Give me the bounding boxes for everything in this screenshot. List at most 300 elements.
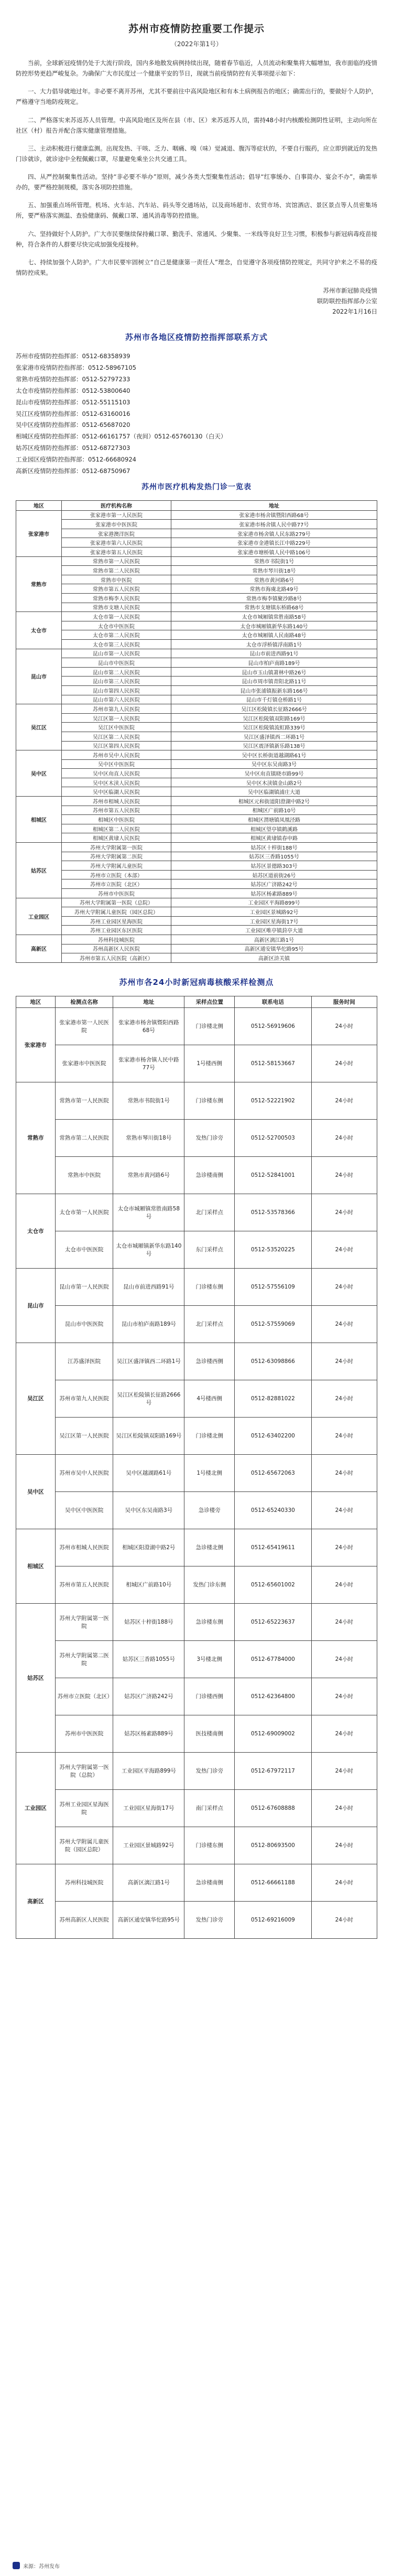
district-cell: 昆山市	[16, 1268, 56, 1343]
table-row	[16, 529, 377, 538]
table-row	[16, 759, 377, 769]
notice-body	[16, 58, 377, 278]
table-row	[16, 741, 377, 750]
service-hours-cell: 24小时	[311, 1194, 377, 1231]
site-address-cell: 相城区广前路10号	[113, 1566, 184, 1603]
table-row	[16, 907, 377, 917]
institution-name-cell: 昆山市第四人民医院	[62, 685, 171, 695]
table-row	[16, 1715, 377, 1752]
service-hours-cell: 24小时	[311, 1045, 377, 1082]
site-address-cell: 高新区漓江路1号	[113, 1864, 184, 1901]
table-row	[16, 1082, 377, 1119]
site-name-cell: 昆山市第一人民医院	[55, 1268, 113, 1305]
service-hours-cell: 24小时	[311, 1231, 377, 1268]
service-hours-cell: 24小时	[311, 1454, 377, 1491]
phone-cell: 0512-65672063	[235, 1454, 311, 1491]
institution-address-cell: 昆山市柏庐南路189号	[171, 658, 377, 668]
table-row	[16, 1491, 377, 1529]
table-row	[16, 824, 377, 833]
sign-line: 苏州市新冠肺炎疫情	[323, 287, 377, 294]
table-row	[16, 556, 377, 566]
table-row	[16, 1789, 377, 1827]
service-hours-cell: 24小时	[311, 1529, 377, 1566]
institution-address-cell: 常熟市支塘镇东桥路68号	[171, 603, 377, 612]
phone-cell: 0512-63098866	[235, 1343, 311, 1380]
site-name-cell: 苏州市第五人民医院	[55, 1566, 113, 1603]
table-row	[16, 566, 377, 575]
institution-name-cell: 张家港市第五人民医院	[62, 548, 171, 557]
institution-address-cell: 吴中区临湖镇浦庄大道	[171, 787, 377, 797]
site-address-cell: 太仓市城厢镇常胜南路58号	[113, 1194, 184, 1231]
institution-address-cell: 太仓市城厢镇新华东路140号	[171, 621, 377, 630]
sampling-location-cell: 门诊楼东侧	[184, 1268, 235, 1305]
table-row	[16, 1603, 377, 1640]
notice-paragraph: 当前，全球新冠疫情仍处于大流行阶段，国内多地散发病例持续出现，随着春节临近，人员流动和聚集将大幅增加，我市面临的疫情防控形势更趋严峻复杂。为确保广大市民度过一个健康平安的节日，现就当前疫情防控有关事项提示如下：	[16, 59, 377, 78]
institution-name-cell: 苏州市第九人民医院	[62, 704, 171, 714]
sign-line: 联防联控指挥部办公室	[317, 297, 377, 305]
institution-address-cell: 太仓市城厢镇常胜南路58号	[171, 612, 377, 621]
phone-cell: 0512-53578366	[235, 1194, 311, 1231]
service-hours-cell: 24小时	[311, 1007, 377, 1045]
sampling-location-cell: 门诊楼东侧	[184, 1827, 235, 1864]
column-header: 地址	[113, 996, 184, 1007]
table-row	[16, 1566, 377, 1603]
service-hours-cell: 24小时	[311, 1715, 377, 1752]
table-row	[16, 1454, 377, 1491]
contact-item: 太仓市疫情防控指挥部：0512-53800640	[16, 387, 130, 394]
institution-name-cell: 苏州工业园区东区医院	[62, 926, 171, 935]
phone-cell: 0512-62364800	[235, 1678, 311, 1715]
site-name-cell: 太仓市第一人民医院	[55, 1194, 113, 1231]
site-address-cell: 吴江区松陵镇长征路2666号	[113, 1380, 184, 1417]
site-name-cell: 常熟市第二人民医院	[55, 1119, 113, 1156]
column-header: 联系电话	[235, 996, 311, 1007]
table-row	[16, 1529, 377, 1566]
sampling-location-cell: 急诊楼西侧	[184, 1343, 235, 1380]
institution-name-cell: 苏州市吴中人民医院	[62, 750, 171, 760]
source-logo-icon	[13, 2562, 20, 2569]
institution-name-cell: 张家港市第一人民医院	[62, 510, 171, 520]
table-row	[16, 852, 377, 861]
institution-name-cell: 太仓市第二人民医院	[62, 630, 171, 640]
table-row	[16, 713, 377, 723]
sampling-location-cell: 1号楼北侧	[184, 1454, 235, 1491]
institution-name-cell: 苏州大学附属第一医院（总院）	[62, 898, 171, 907]
institutions-title: 苏州市医疗机构发热门诊一览表	[141, 482, 252, 491]
table-row	[16, 1194, 377, 1231]
institution-name-cell: 昆山市第六人民医院	[62, 695, 171, 704]
table-row	[16, 1156, 377, 1194]
institution-address-cell: 姑苏区三香路1055号	[171, 852, 377, 861]
site-name-cell: 苏州大学附属第一医院	[55, 1603, 113, 1640]
district-cell: 常熟市	[16, 556, 62, 612]
table-row	[16, 1268, 377, 1305]
service-hours-cell: 24小时	[311, 1566, 377, 1603]
institution-address-cell: 相城区广前路10号	[171, 806, 377, 815]
institution-address-cell: 吴中区甪直镇晓市路99号	[171, 769, 377, 778]
institution-name-cell: 吴中区临湖人民医院	[62, 787, 171, 797]
table-row	[16, 1901, 377, 1938]
table-row	[16, 797, 377, 806]
institution-address-cell: 相城区渭塘镇凤凰泾路	[171, 815, 377, 824]
sampling-location-cell: 急诊楼旁	[184, 1491, 235, 1529]
table-row	[16, 944, 377, 953]
phone-cell: 0512-82881022	[235, 1380, 311, 1417]
service-hours-cell: 24小时	[311, 1343, 377, 1380]
table-row	[16, 861, 377, 871]
district-cell: 太仓市	[16, 1194, 56, 1268]
table-row	[16, 658, 377, 668]
institution-name-cell: 常熟市支塘人民医院	[62, 603, 171, 612]
contacts-list	[16, 351, 377, 477]
sampling-location-cell: 医技楼南侧	[184, 1715, 235, 1752]
sampling-location-cell: 发热门诊旁	[184, 1752, 235, 1789]
institution-address-cell: 张家港市塘桥镇人民中路106号	[171, 548, 377, 557]
district-cell: 吴中区	[16, 1454, 56, 1529]
institution-address-cell: 工业园区景城路92号	[171, 907, 377, 917]
column-header: 地区	[16, 500, 62, 510]
table-row	[16, 787, 377, 797]
phone-cell: 0512-65601002	[235, 1566, 311, 1603]
sampling-location-cell: 南门采样点	[184, 1789, 235, 1827]
institution-name-cell: 昆山市中医医院	[62, 658, 171, 668]
service-hours-cell: 24小时	[311, 1082, 377, 1119]
table-row	[16, 677, 377, 686]
contact-item: 常熟市疫情防控指挥部：0512-52797233	[16, 375, 130, 383]
institution-address-cell: 吴江区震泽镇新乐路138号	[171, 741, 377, 750]
sampling-location-cell: 门诊楼东侧	[184, 1082, 235, 1119]
district-cell: 张家港市	[16, 510, 62, 556]
table-row	[16, 575, 377, 584]
site-address-cell: 工业园区平海路899号	[113, 1752, 184, 1789]
institution-name-cell: 张家港澳洋医院	[62, 529, 171, 538]
service-hours-cell: 24小时	[311, 1752, 377, 1789]
institution-name-cell: 苏州市第五人民医院（高新区）	[62, 953, 171, 963]
district-cell: 高新区	[16, 935, 62, 962]
table-row	[16, 723, 377, 732]
site-address-cell: 高新区通安镇华佗路95号	[113, 1901, 184, 1938]
table-row	[16, 916, 377, 926]
table-row	[16, 667, 377, 677]
testing-title: 苏州市各24小时新冠病毒核酸采样检测点	[119, 977, 274, 987]
institution-name-cell: 相城区黄埭人民医院	[62, 833, 171, 843]
institution-name-cell: 苏州大学附属儿童医院（园区总院）	[62, 907, 171, 917]
service-hours-cell: 24小时	[311, 1491, 377, 1529]
institution-address-cell: 吴江区松陵镇长征路2666号	[171, 704, 377, 714]
institution-address-cell: 昆山市玉山镇萧林中路26号	[171, 667, 377, 677]
table-row	[16, 1678, 377, 1715]
institution-name-cell: 吴江区第一人民医院	[62, 713, 171, 723]
site-name-cell: 吴中区中医医院	[55, 1491, 113, 1529]
site-name-cell: 江苏盛泽医院	[55, 1343, 113, 1380]
phone-cell: 0512-56919606	[235, 1007, 311, 1045]
institution-name-cell: 昆山市第二人民医院	[62, 667, 171, 677]
institution-address-cell: 张家港市杨舍镇暨阳西路68号	[171, 510, 377, 520]
institution-name-cell: 相城区第二人民医院	[62, 824, 171, 833]
institution-address-cell: 张家港市杨舍镇人民中路77号	[171, 520, 377, 529]
institution-address-cell: 姑苏区杨素路889号	[171, 889, 377, 898]
contact-item: 吴中区疫情防控指挥部：0512-65687020	[16, 421, 130, 429]
table-row	[16, 898, 377, 907]
institution-name-cell: 苏州大学附属儿童医院	[62, 861, 171, 871]
site-address-cell: 姑苏区广济路242号	[113, 1678, 184, 1715]
table-row	[16, 1119, 377, 1156]
table-row	[16, 889, 377, 898]
sampling-location-cell: 发热门诊旁	[184, 1901, 235, 1938]
site-name-cell: 苏州市立医院（北区）	[55, 1678, 113, 1715]
site-address-cell: 工业园区星海街17号	[113, 1789, 184, 1827]
phone-cell: 0512-67608888	[235, 1789, 311, 1827]
institution-name-cell: 苏州高新区人民医院	[62, 944, 171, 953]
notice-sign	[16, 285, 377, 317]
district-cell: 昆山市	[16, 649, 62, 704]
site-address-cell: 工业园区景城路92号	[113, 1827, 184, 1864]
institution-address-cell: 常熟市梅李镇聚沙路8号	[171, 594, 377, 603]
table-row	[16, 704, 377, 714]
institution-address-cell: 吴中区长桥街道越湖路61号	[171, 750, 377, 760]
sampling-location-cell: 急诊楼南侧	[184, 1864, 235, 1901]
site-address-cell: 吴中区越湖路61号	[113, 1454, 184, 1491]
table-row	[16, 833, 377, 843]
notice-paragraph: 二、严格落实来苏返苏人员管理。中高风险地区及所在县（市、区）来苏返苏人员，需持48小时内核酸检测阴性证明，主动向所在社区（村）报告并配合落实健康管理措施。	[16, 116, 377, 134]
district-cell: 高新区	[16, 1864, 56, 1938]
institution-name-cell: 苏州工业园区星海医院	[62, 916, 171, 926]
table-row	[16, 685, 377, 695]
service-hours-cell: 24小时	[311, 1380, 377, 1417]
institution-name-cell: 常熟市中医院	[62, 575, 171, 584]
service-hours-cell: 24小时	[311, 1603, 377, 1640]
phone-cell: 0512-63402200	[235, 1417, 311, 1454]
institution-name-cell: 常熟市第一人民医院	[62, 556, 171, 566]
contact-item: 相城区疫情防控指挥部：0512-66161757（夜间）0512-65760130（白天）	[16, 433, 227, 441]
district-cell: 相城区	[16, 1529, 56, 1603]
source-text: 来源：苏州发布	[23, 2563, 60, 2570]
institution-address-cell: 工业园区唯亭镇葑亭大道	[171, 926, 377, 935]
contact-item: 昆山市疫情防控指挥部：0512-55115103	[16, 398, 130, 406]
column-header: 地址	[171, 500, 377, 510]
site-name-cell: 苏州科技城医院	[55, 1864, 113, 1901]
institution-name-cell: 张家港市中医医院	[62, 520, 171, 529]
institution-name-cell: 苏州科技城医院	[62, 935, 171, 944]
sampling-location-cell: 发热门诊旁	[184, 1119, 235, 1156]
district-cell: 姑苏区	[16, 1603, 56, 1752]
table-row	[16, 621, 377, 630]
table-row	[16, 1380, 377, 1417]
institution-address-cell: 常熟市书院街1号	[171, 556, 377, 566]
institution-address-cell: 昆山市前进西路91号	[171, 649, 377, 658]
site-address-cell: 相城区阳澄湖中路2号	[113, 1529, 184, 1566]
phone-cell: 0512-69216009	[235, 1901, 311, 1938]
table-row	[16, 1752, 377, 1789]
phone-cell: 0512-67972117	[235, 1752, 311, 1789]
site-name-cell: 常熟市中医院	[55, 1156, 113, 1194]
document	[16, 0, 377, 1939]
service-hours-cell: 24小时	[311, 1678, 377, 1715]
notice-paragraph: 七、持续加强个人防护。广大市民要牢固树立“自己是健康第一责任人”理念，自觉遵守各项疫情防控规定，共同守护来之不易的疫情防控成果。	[16, 258, 377, 276]
site-name-cell: 苏州高新区人民医院	[55, 1901, 113, 1938]
institution-name-cell: 苏州市相城人民医院	[62, 797, 171, 806]
sampling-location-cell: 急诊楼南侧	[184, 1156, 235, 1194]
service-hours-cell: 24小时	[311, 1864, 377, 1901]
table-row	[16, 520, 377, 529]
contact-item: 高新区疫情防控指挥部：0512-68750967	[16, 467, 130, 475]
institution-name-cell: 吴江区中医医院	[62, 723, 171, 732]
district-cell: 工业园区	[16, 1752, 56, 1864]
institution-address-cell: 姑苏区十梓街188号	[171, 843, 377, 852]
institution-name-cell: 张家港市第六人民医院	[62, 538, 171, 548]
institution-name-cell: 吴中区木渎人民医院	[62, 778, 171, 787]
table-header-row	[16, 996, 377, 1007]
table-row	[16, 879, 377, 889]
phone-cell: 0512-58153667	[235, 1045, 311, 1082]
institution-name-cell: 苏州市立医院（本部）	[62, 870, 171, 879]
phone-cell: 0512-57556109	[235, 1268, 311, 1305]
table-row	[16, 1231, 377, 1268]
table-row	[16, 612, 377, 621]
institution-name-cell: 相城区中医医院	[62, 815, 171, 824]
contact-item: 姑苏区疫情防控指挥部：0512-68727303	[16, 444, 130, 452]
site-address-cell: 姑苏区三香路1055号	[113, 1640, 184, 1678]
service-hours-cell: 24小时	[311, 1901, 377, 1938]
institution-name-cell: 常熟市第二人民医院	[62, 566, 171, 575]
table-row	[16, 548, 377, 557]
institution-address-cell: 吴中区木渎镇金山路2号	[171, 778, 377, 787]
contact-item: 苏州市疫情防控指挥部：0512-68358939	[16, 352, 130, 360]
table-row	[16, 594, 377, 603]
site-name-cell: 苏州大学附属第一医院（总院）	[55, 1752, 113, 1789]
phone-cell: 0512-52221902	[235, 1082, 311, 1119]
site-name-cell: 苏州市第九人民医院	[55, 1380, 113, 1417]
site-address-cell: 昆山市柏庐南路189号	[113, 1305, 184, 1343]
institution-address-cell: 高新区漓江路1号	[171, 935, 377, 944]
district-cell: 吴江区	[16, 704, 62, 750]
institution-address-cell: 相城区元和街道阳澄湖中路2号	[171, 797, 377, 806]
institution-address-cell: 昆山市周市镇青阳北路11号	[171, 677, 377, 686]
sampling-location-cell: 4号楼西侧	[184, 1380, 235, 1417]
table-row	[16, 1827, 377, 1864]
institution-address-cell: 姑苏区广济路242号	[171, 879, 377, 889]
contact-item: 吴江区疫情防控指挥部：0512-63160016	[16, 410, 130, 417]
service-hours-cell: 24小时	[311, 1417, 377, 1454]
sign-line: 2022年1月16日	[332, 308, 377, 316]
district-cell: 常熟市	[16, 1082, 56, 1194]
district-cell: 姑苏区	[16, 843, 62, 898]
site-address-cell: 姑苏区杨素路889号	[113, 1715, 184, 1752]
table-row	[16, 750, 377, 760]
notice-subtitle: （2022年第1号）	[170, 40, 223, 48]
institution-address-cell: 相城区黄埭镇春申路	[171, 833, 377, 843]
site-address-cell: 吴中区东吴南路3号	[113, 1491, 184, 1529]
table-row	[16, 1417, 377, 1454]
site-address-cell: 常熟市琴川街18号	[113, 1119, 184, 1156]
site-name-cell: 太仓市中医医院	[55, 1231, 113, 1268]
site-name-cell: 昆山市中医医院	[55, 1305, 113, 1343]
institution-name-cell: 苏州大学附属第二医院	[62, 852, 171, 861]
phone-cell: 0512-57559069	[235, 1305, 311, 1343]
institution-address-cell: 吴江区松陵镇双阳路169号	[171, 713, 377, 723]
table-header-row	[16, 500, 377, 510]
table-row	[16, 769, 377, 778]
contacts-title: 苏州市各地区疫情防控指挥部联系方式	[125, 332, 268, 342]
table-row	[16, 630, 377, 640]
table-row	[16, 649, 377, 658]
site-name-cell: 苏州大学附属儿童医院（园区总院）	[55, 1827, 113, 1864]
institution-name-cell: 常熟市第五人民医院	[62, 584, 171, 594]
institution-address-cell: 吴江区盛泽镇西二环路1号	[171, 732, 377, 741]
institution-address-cell: 张家港市杨舍镇人民东路279号	[171, 529, 377, 538]
table-row	[16, 732, 377, 741]
table-row	[16, 584, 377, 594]
institution-address-cell: 吴江区松陵镇流虹路339号	[171, 723, 377, 732]
contact-item: 张家港市疫情防控指挥部：0512-58967105	[16, 364, 136, 372]
institution-address-cell: 吴中区东吴南路3号	[171, 759, 377, 769]
table-row	[16, 639, 377, 649]
institution-name-cell: 吴中区甪直人民医院	[62, 769, 171, 778]
district-cell: 吴江区	[16, 1343, 56, 1454]
institution-address-cell: 太仓市浮桥镇浮南路1号	[171, 639, 377, 649]
phone-cell: 0512-65223637	[235, 1603, 311, 1640]
institutions-table	[16, 500, 377, 963]
table-row	[16, 1640, 377, 1678]
table-row	[16, 870, 377, 879]
sampling-location-cell: 急诊楼东侧	[184, 1603, 235, 1640]
footer	[0, 2555, 393, 2576]
institution-address-cell: 高新区浒关镇	[171, 953, 377, 963]
site-name-cell: 常熟市第一人民医院	[55, 1082, 113, 1119]
sampling-location-cell: 1号楼西侧	[184, 1045, 235, 1082]
table-row	[16, 538, 377, 548]
site-name-cell: 苏州市相城人民医院	[55, 1529, 113, 1566]
sampling-location-cell: 3号楼北侧	[184, 1640, 235, 1678]
institution-name-cell: 苏州大学附属第一医院	[62, 843, 171, 852]
institution-address-cell: 相城区望亭镇鹤溪路	[171, 824, 377, 833]
institution-address-cell: 昆山市张浦镇振新东路166号	[171, 685, 377, 695]
column-header: 检测点名称	[55, 996, 113, 1007]
sampling-location-cell: 东门采样点	[184, 1231, 235, 1268]
column-header: 采样点位置	[184, 996, 235, 1007]
table-row	[16, 778, 377, 787]
table-row	[16, 1343, 377, 1380]
site-name-cell: 苏州市吴中人民医院	[55, 1454, 113, 1491]
institution-name-cell: 吴中区中医医院	[62, 759, 171, 769]
institution-address-cell: 太仓市城厢镇人民南路48号	[171, 630, 377, 640]
institution-name-cell: 昆山市第三人民医院	[62, 677, 171, 686]
table-row	[16, 815, 377, 824]
sampling-location-cell: 北门采样点	[184, 1194, 235, 1231]
site-address-cell: 常熟市黄河路6号	[113, 1156, 184, 1194]
site-address-cell: 姑苏区十梓街188号	[113, 1603, 184, 1640]
institution-name-cell: 昆山市第一人民医院	[62, 649, 171, 658]
institution-name-cell: 太仓市第三人民医院	[62, 639, 171, 649]
phone-cell: 0512-65419611	[235, 1529, 311, 1566]
phone-cell: 0512-80693500	[235, 1827, 311, 1864]
site-address-cell: 吴江区盛泽镇西二环路1号	[113, 1343, 184, 1380]
notice-paragraph: 一、大力倡导就地过年。非必要不离开苏州，尤其不要前往中高风险地区和有本土病例报告的地区；确需出行的，要做好个人防护，严格遵守当地防疫规定。	[16, 88, 377, 106]
table-row	[16, 1045, 377, 1082]
site-name-cell: 张家港市中医医院	[55, 1045, 113, 1082]
district-cell: 张家港市	[16, 1007, 56, 1082]
institution-address-cell: 工业园区星海街17号	[171, 916, 377, 926]
institution-name-cell: 常熟市梅李人民医院	[62, 594, 171, 603]
column-header: 服务时间	[311, 996, 377, 1007]
district-cell: 吴中区	[16, 750, 62, 797]
institution-name-cell: 苏州市立医院（北区）	[62, 879, 171, 889]
institution-name-cell: 吴江区第二人民医院	[62, 732, 171, 741]
notice-paragraph: 五、加强重点场所管理。机场、火车站、汽车站、码头等交通场站，以及商场超市、农贸市场、宾馆酒店、景区景点等人员密集场所，要严格落实测温、查验健康码、佩戴口罩、通风消毒等防控措施。	[16, 201, 377, 220]
institution-name-cell: 苏州市第五人民医院	[62, 806, 171, 815]
district-cell: 相城区	[16, 797, 62, 843]
district-cell: 太仓市	[16, 612, 62, 649]
